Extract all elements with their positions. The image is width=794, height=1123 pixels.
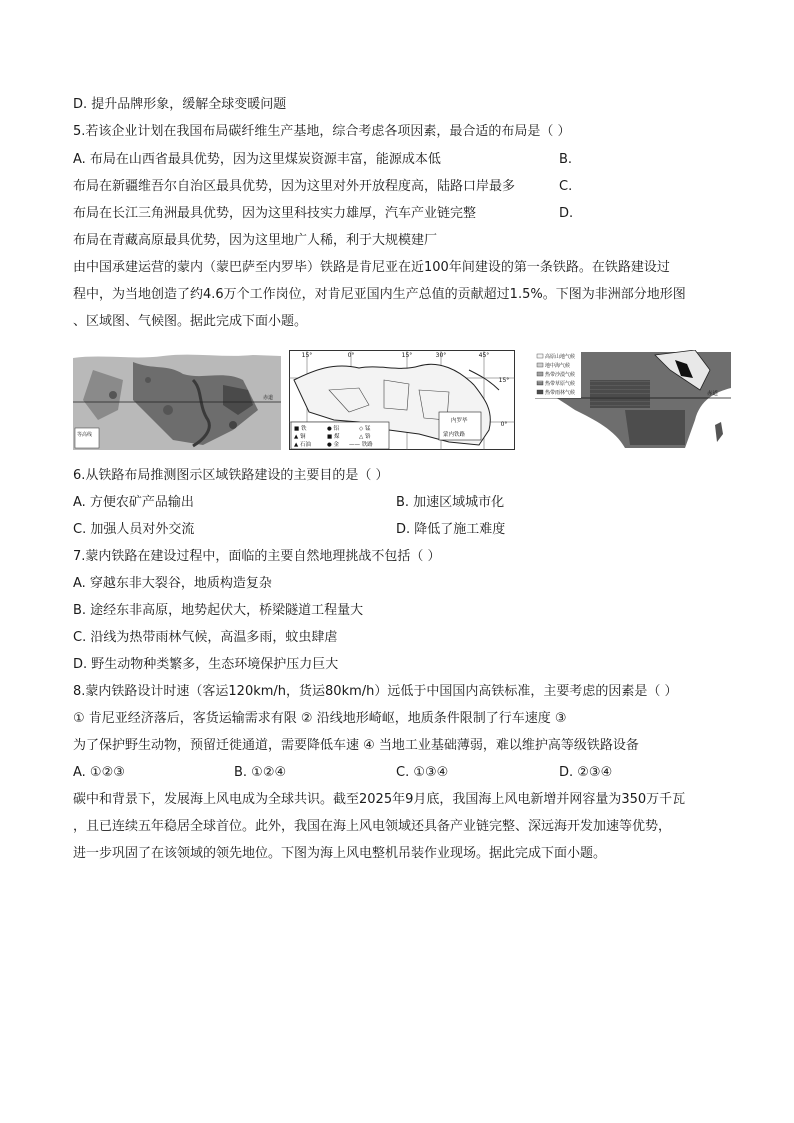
passage1-line-2: 程中，为当地创造了约4.6万个工作岗位，对肯尼亚国内生产总值的贡献超过1.5%。下图为非洲部分地形图 xyxy=(73,287,686,302)
q7-option-d: D. 野生动物种类繁多，生态环境保护压力巨大 xyxy=(73,657,339,672)
map2-legend-manganese: ◇ 锰 xyxy=(359,426,371,432)
q8-statements-line-1: ① 肯尼亚经济落后，客货运输需求有限 ② 沿线地形崎岖，地质条件限制了行车速度 ③ xyxy=(73,711,567,726)
map3-legend-3: 热带沙漠气候 xyxy=(545,372,576,378)
q7-option-c: C. 沿线为热带雨林气候，高温多雨，蚊虫肆虐 xyxy=(73,630,338,645)
q6-options-row-1 xyxy=(73,494,733,512)
map3-legend-2: 地中海气候 xyxy=(545,363,571,369)
q5-option-b: 布局在新疆维吾尔自治区最具优势，因为这里对外开放程度高，陆路口岸最多 xyxy=(73,179,516,194)
q8-statements-line-2: 为了保护野生动物，预留迁徙通道，需要降低车速 ④ 当地工业基础薄弱，难以维护高等级铁路设备 xyxy=(73,738,639,753)
q6-option-b: B. 加速区域城市化 xyxy=(396,495,505,510)
q7-option-b: B. 途经东非高原，地势起伏大，桥梁隧道工程量大 xyxy=(73,603,364,618)
q8-options-row xyxy=(73,764,733,782)
q8-option-a: A. ①②③ xyxy=(73,765,125,780)
map2-lon-label-1: 15° xyxy=(301,352,313,359)
map3-equator-label: 赤道 xyxy=(707,391,719,397)
q4-option-d: D. 提升品牌形象，缓解全球变暖问题 xyxy=(73,97,287,112)
q5-option-d: 布局在青藏高原最具优势，因为这里地广人稀，利于大规模建厂 xyxy=(73,233,438,248)
map2-legend-gold: ● 金 xyxy=(327,442,340,448)
q7-option-a: A. 穿越东非大裂谷，地质构造复杂 xyxy=(73,576,272,591)
q8-stem: 8.蒙内铁路设计时速（客运120km/h，货运80km/h）远低于中国国内高铁标准，主要考虑的因素是（ ） xyxy=(73,684,678,699)
map2-lat-label-1: 15° xyxy=(498,377,510,384)
map2-lon-label-4: 30° xyxy=(435,352,447,359)
q5-option-a: A. 布局在山西省最具优势，因为这里煤炭资源丰富，能源成本低 xyxy=(73,152,441,167)
q6-options-row-2 xyxy=(73,521,733,539)
q5-option-c: 布局在长江三角洲最具优势，因为这里科技实力雄厚，汽车产业链完整 xyxy=(73,206,477,221)
map2-legend-copper: ▲ 铜 xyxy=(294,434,306,440)
q8-option-d: D. ②③④ xyxy=(559,765,613,780)
q6-option-c: C. 加强人员对外交流 xyxy=(73,522,195,537)
map1-legend: 等高线 xyxy=(77,432,93,438)
map2-lon-label-2: 0° xyxy=(347,352,355,359)
q5-line-1 xyxy=(73,151,733,169)
q6-option-a: A. 方便农矿产品输出 xyxy=(73,495,194,510)
q7-stem: 7.蒙内铁路在建设过程中，面临的主要自然地理挑战不包括（ ） xyxy=(73,549,441,564)
map2-legend-oil: ▲ 石油 xyxy=(294,442,311,448)
map1-equator-label: 赤道 xyxy=(263,395,274,401)
africa-climate-map xyxy=(535,350,731,450)
map2-legend-coal: ■ 煤 xyxy=(327,434,340,440)
map2-legend-aluminum: ● 铝 xyxy=(327,426,340,432)
passage2-line-2: ，且已连续五年稳居全球首位。此外，我国在海上风电领域还具备产业链完整、深远海开发加速等优势， xyxy=(73,819,672,834)
passage1-line-1: 由中国承建运营的蒙内（蒙巴萨至内罗毕）铁路是肯尼亚在近100年间建设的第一条铁路。在铁路建设过 xyxy=(73,260,670,275)
map2-lon-label-5: 45° xyxy=(478,352,490,359)
map2-legend-chromium: △ 铬 xyxy=(359,434,371,440)
map2-lat-label-2: 0° xyxy=(500,421,508,428)
map2-nairobi-label: 内罗毕 xyxy=(451,418,468,424)
map2-legend-iron: ■ 铁 xyxy=(294,426,307,432)
passage2-line-3: 进一步巩固了在该领域的领先地位。下图为海上风电整机吊装作业现场。据此完成下面小题。 xyxy=(73,846,607,861)
africa-terrain-map xyxy=(73,350,281,450)
map3-legend-4: 热带草原气候 xyxy=(545,381,576,387)
q5-stem: 5.若该企业计划在我国布局碳纤维生产基地，综合考虑各项因素，最合适的布局是（ ） xyxy=(73,124,571,139)
passage2-line-1: 碳中和背景下，发展海上风电成为全球共识。截至2025年9月底，我国海上风电新增并网容量为350万千瓦 xyxy=(73,792,686,807)
map2-railway-label: 蒙内铁路 xyxy=(443,432,466,438)
map2-lon-label-3: 15° xyxy=(401,352,413,359)
q5-line-3 xyxy=(73,205,733,223)
q5-line-2 xyxy=(73,178,733,196)
map2-legend-railway: —— 铁路 xyxy=(349,442,373,448)
q5-option-b-marker: B. xyxy=(559,152,573,167)
map3-legend-5: 热带雨林气候 xyxy=(545,390,576,396)
africa-region-map xyxy=(289,350,515,450)
q8-option-b: B. ①②④ xyxy=(234,765,287,780)
q5-option-c-marker: C. xyxy=(559,179,573,194)
q5-option-d-marker: D. xyxy=(559,206,574,221)
q6-option-d: D. 降低了施工难度 xyxy=(396,522,506,537)
passage1-line-3: 、区域图、气候图。据此完成下面小题。 xyxy=(73,314,308,329)
q8-option-c: C. ①③④ xyxy=(396,765,449,780)
map3-legend-1: 高原山地气候 xyxy=(545,354,576,360)
q6-stem: 6.从铁路布局推测图示区域铁路建设的主要目的是（ ） xyxy=(73,468,389,483)
